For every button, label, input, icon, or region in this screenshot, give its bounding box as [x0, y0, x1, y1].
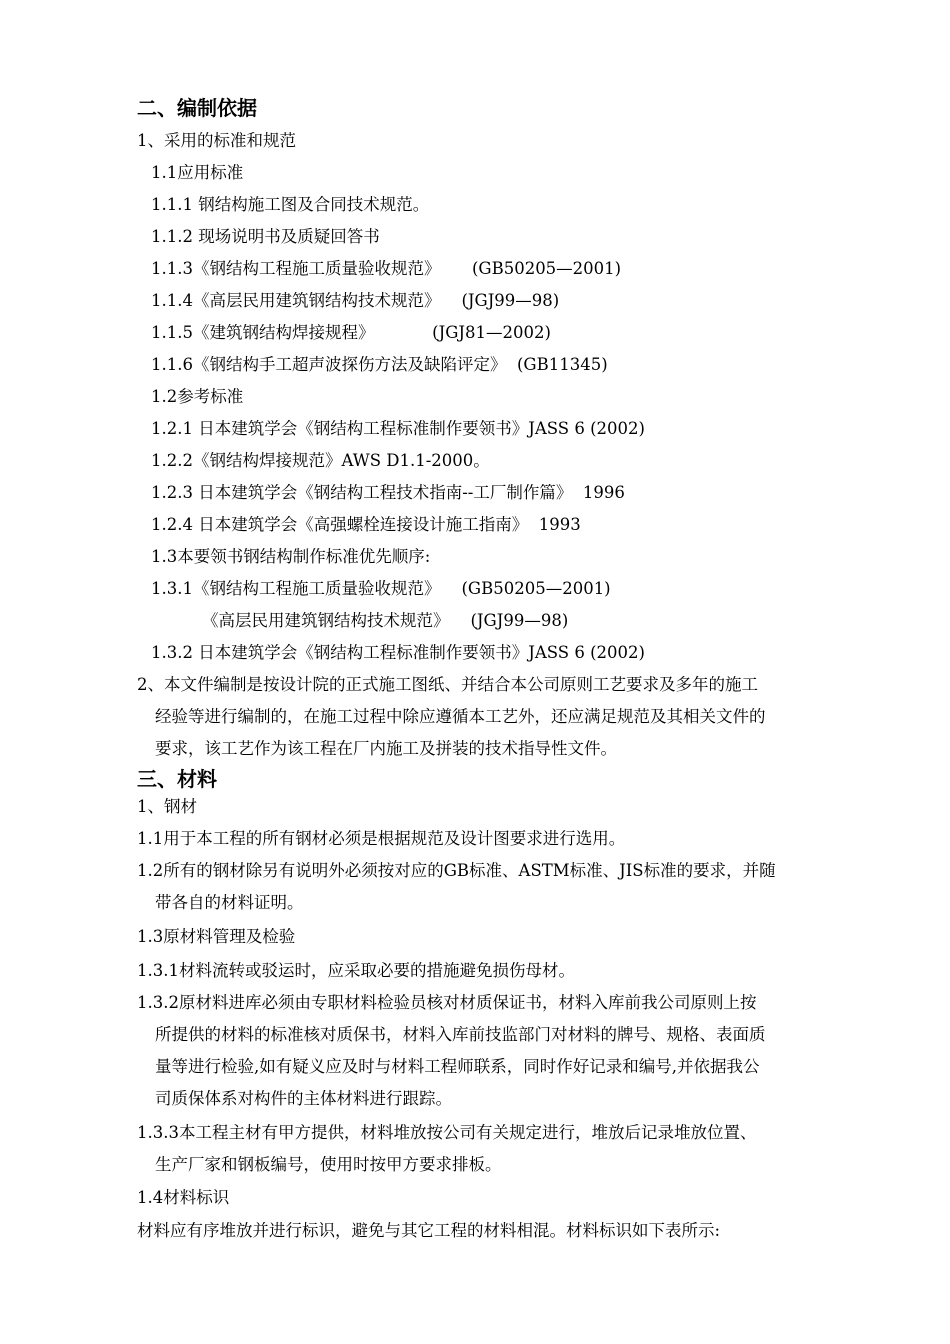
materials-1-3: 1.3原材料管理及检验 [137, 927, 296, 946]
basis-1-3-1: 1.3.1《钢结构工程施工质量验收规范》 (GB50205—2001) [151, 579, 611, 598]
basis-1-2-2: 1.2.2《钢结构焊接规范》AWS D1.1-2000。 [151, 451, 490, 470]
basis-1-1-6: 1.1.6《钢结构手工超声波探伤方法及缺陷评定》 (GB11345) [151, 355, 608, 374]
materials-1-4-text: 材料应有序堆放并进行标识，避免与其它工程的材料相混。材料标识如下表所示: [137, 1221, 721, 1240]
materials-1-3-2-line-4: 司质保体系对构件的主体材料进行跟踪。 [155, 1089, 452, 1108]
materials-1-2-line-1: 1.2所有的钢材除另有说明外必须按对应的GB标准、ASTM标准、JIS标准的要求，并随 [137, 861, 776, 880]
basis-1-2-3: 1.2.3 日本建筑学会《钢结构工程技术指南--工厂制作篇》 1996 [151, 483, 625, 502]
materials-1-3-1: 1.3.1材料流转或驳运时，应采取必要的措施避免损伤母材。 [137, 961, 575, 980]
basis-item-2-line-1: 2、本文件编制是按设计院的正式施工图纸、并结合本公司原则工艺要求及多年的施工 [137, 675, 758, 694]
basis-1-1-2: 1.1.2 现场说明书及质疑回答书 [151, 227, 380, 246]
materials-item-1: 1、钢材 [137, 797, 197, 816]
materials-1-3-3-line-2: 生产厂家和钢板编号，使用时按甲方要求排板。 [155, 1155, 502, 1174]
materials-1-1: 1.1用于本工程的所有钢材必须是根据规范及设计图要求进行选用。 [137, 829, 626, 848]
section-heading-basis: 二、编制依据 [137, 96, 257, 120]
basis-1-3-1-second: 《高层民用建筑钢结构技术规范》 (JGJ99—98) [202, 611, 569, 630]
materials-1-3-2-line-2: 所提供的材料的标准核对质保书，材料入库前技监部门对材料的牌号、规格、表面质 [155, 1025, 766, 1044]
basis-1-3-2: 1.3.2 日本建筑学会《钢结构工程标准制作要领书》JASS 6 (2002) [151, 643, 645, 662]
basis-1-1-4: 1.1.4《高层民用建筑钢结构技术规范》 (JGJ99—98) [151, 291, 560, 310]
basis-item-2-line-2: 经验等进行编制的，在施工过程中除应遵循本工艺外，还应满足规范及其相关文件的 [155, 707, 766, 726]
basis-1-2-4: 1.2.4 日本建筑学会《高强螺栓连接设计施工指南》 1993 [151, 515, 581, 534]
basis-1-1-1: 1.1.1 钢结构施工图及合同技术规范。 [151, 195, 430, 214]
materials-1-3-2-line-1: 1.3.2原材料进库必须由专职材料检验员核对材质保证书，材料入库前我公司原则上按 [137, 993, 757, 1012]
basis-1-2-1: 1.2.1 日本建筑学会《钢结构工程标准制作要领书》JASS 6 (2002) [151, 419, 645, 438]
section-heading-materials: 三、材料 [137, 767, 217, 791]
materials-1-3-2-line-3: 量等进行检验,如有疑义应及时与材料工程师联系，同时作好记录和编号,并依据我公 [155, 1057, 760, 1076]
basis-1-1-3: 1.1.3《钢结构工程施工质量验收规范》 (GB50205—2001) [151, 259, 622, 278]
basis-1-2: 1.2参考标准 [151, 387, 244, 406]
basis-1-1-5: 1.1.5《建筑钢结构焊接规程》 (JGJ81—2002) [151, 323, 551, 342]
materials-1-2-line-2: 带各自的材料证明。 [155, 893, 304, 912]
materials-1-4: 1.4材料标识 [137, 1188, 230, 1207]
basis-item-1: 1、采用的标准和规范 [137, 131, 296, 150]
basis-item-2-line-3: 要求，该工艺作为该工程在厂内施工及拼装的技术指导性文件。 [155, 739, 617, 758]
basis-1-3: 1.3本要领书钢结构制作标准优先顺序: [151, 547, 431, 566]
materials-1-3-3-line-1: 1.3.3本工程主材有甲方提供，材料堆放按公司有关规定进行，堆放后记录堆放位置、 [137, 1123, 757, 1142]
basis-1-1: 1.1应用标准 [151, 163, 244, 182]
